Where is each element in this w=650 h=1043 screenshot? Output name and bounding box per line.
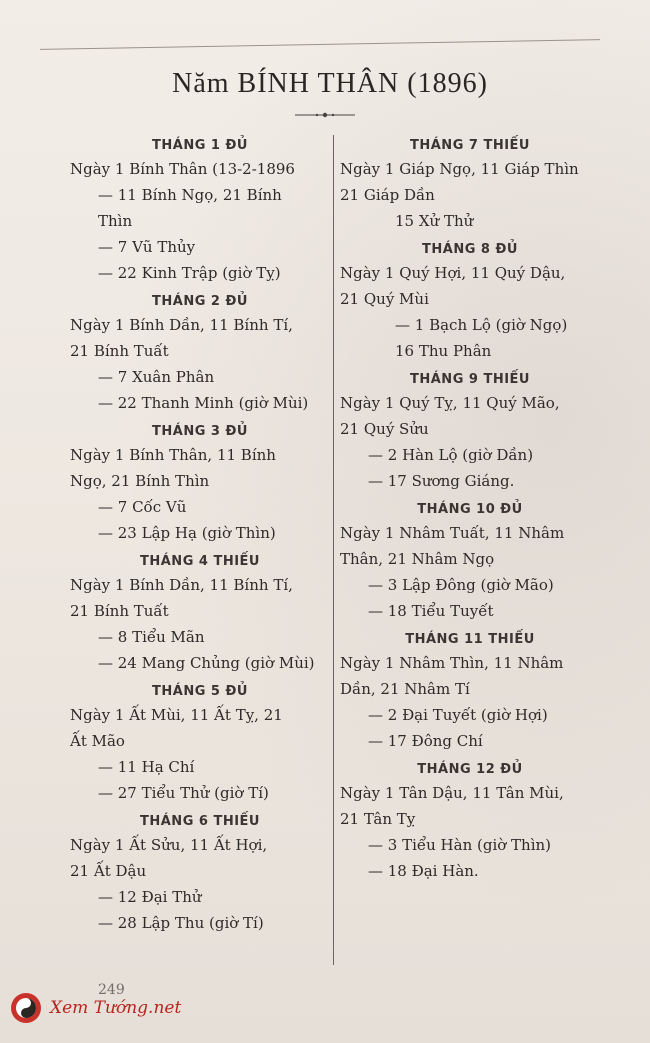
page-title: Năm BÍNH THÂN (1896) bbox=[172, 68, 488, 99]
left-column bbox=[70, 130, 330, 936]
calendar-line: 21 Quý Sửu bbox=[340, 420, 429, 438]
month-header: THÁNG 6 THIẾU bbox=[140, 814, 260, 829]
calendar-line: — 17 Sương Giáng. bbox=[368, 472, 515, 490]
month-header: THÁNG 5 ĐỦ bbox=[152, 684, 248, 699]
column-divider bbox=[333, 135, 334, 965]
yin-yang-icon bbox=[10, 992, 42, 1024]
month-header: THÁNG 2 ĐỦ bbox=[152, 294, 248, 309]
calendar-line: — 7 Cốc Vũ bbox=[98, 498, 187, 516]
month-header: THÁNG 4 THIẾU bbox=[140, 554, 260, 569]
calendar-line: Ất Mão bbox=[70, 732, 125, 750]
calendar-line: 21 Tân Tỵ bbox=[340, 810, 416, 828]
calendar-line: — 2 Đại Tuyết (giờ Hợi) bbox=[368, 706, 548, 724]
calendar-line: Ngày 1 Ất Sửu, 11 Ất Hợi, bbox=[70, 836, 268, 854]
calendar-line: — 12 Đại Thử bbox=[98, 888, 202, 906]
calendar-line: Ngày 1 Bính Thân (13-2-1896 bbox=[70, 160, 295, 178]
calendar-line: 15 Xử Thử bbox=[395, 212, 474, 230]
calendar-line: — 22 Thanh Minh (giờ Mùi) bbox=[98, 394, 309, 412]
calendar-line: — 3 Tiểu Hàn (giờ Thìn) bbox=[368, 836, 552, 854]
month-header: THÁNG 12 ĐỦ bbox=[417, 762, 523, 777]
calendar-line: 21 Bính Tuất bbox=[70, 602, 169, 620]
calendar-line: — 1 Bạch Lộ (giờ Ngọ) bbox=[395, 316, 568, 334]
month-header: THÁNG 1 ĐỦ bbox=[152, 138, 248, 153]
calendar-line: Dần, 21 Nhâm Tí bbox=[340, 680, 470, 698]
calendar-line: Ngày 1 Nhâm Tuất, 11 Nhâm bbox=[340, 524, 565, 542]
month-header: THÁNG 3 ĐỦ bbox=[152, 424, 248, 439]
month-header: THÁNG 8 ĐỦ bbox=[422, 242, 518, 257]
calendar-line: 21 Ất Dậu bbox=[70, 862, 147, 880]
calendar-line: — 27 Tiểu Thử (giờ Tí) bbox=[98, 784, 269, 802]
calendar-line: — 7 Xuân Phân bbox=[98, 368, 215, 386]
calendar-line: — 24 Mang Chủng (giờ Mùi) bbox=[98, 654, 315, 672]
calendar-line: Thân, 21 Nhâm Ngọ bbox=[340, 550, 495, 568]
calendar-line: — 23 Lập Hạ (giờ Thìn) bbox=[98, 524, 276, 542]
calendar-line: Ngày 1 Ất Mùi, 11 Ất Tỵ, 21 bbox=[70, 706, 283, 724]
calendar-line: — 22 Kinh Trập (giờ Tỵ) bbox=[98, 264, 281, 282]
calendar-line: 21 Giáp Dần bbox=[340, 186, 435, 204]
calendar-line: Ngày 1 Bính Thân, 11 Bính bbox=[70, 446, 276, 464]
calendar-line: — 7 Vũ Thủy bbox=[98, 238, 196, 256]
calendar-line: — 28 Lập Thu (giờ Tí) bbox=[98, 914, 264, 932]
top-rule bbox=[40, 39, 600, 50]
month-header: THÁNG 9 THIẾU bbox=[410, 372, 530, 387]
calendar-line: — 17 Đông Chí bbox=[368, 732, 483, 750]
calendar-line: Ngày 1 Quý Hợi, 11 Quý Dậu, bbox=[340, 264, 566, 282]
month-header: THÁNG 11 THIẾU bbox=[405, 632, 535, 647]
calendar-line: Ngày 1 Tân Dậu, 11 Tân Mùi, bbox=[340, 784, 564, 802]
calendar-line: 21 Quý Mùi bbox=[340, 290, 429, 308]
calendar-line: — 3 Lập Đông (giờ Mão) bbox=[368, 576, 554, 594]
calendar-line: — 18 Tiểu Tuyết bbox=[368, 602, 494, 620]
month-header: THÁNG 7 THIẾU bbox=[410, 138, 530, 153]
calendar-line: Ngày 1 Quý Tỵ, 11 Quý Mão, bbox=[340, 394, 560, 412]
calendar-line: 16 Thu Phân bbox=[395, 342, 492, 360]
calendar-line: — 11 Bính Ngọ, 21 Bính bbox=[98, 186, 282, 204]
calendar-line: — 18 Đại Hàn. bbox=[368, 862, 479, 880]
calendar-line: Ngọ, 21 Bính Thìn bbox=[70, 472, 210, 490]
watermark-text: Xem Tướng.net bbox=[50, 998, 182, 1018]
calendar-line: — 2 Hàn Lộ (giờ Dần) bbox=[368, 446, 534, 464]
watermark bbox=[8, 990, 208, 1030]
calendar-line: Ngày 1 Bính Dần, 11 Bính Tí, bbox=[70, 576, 293, 594]
calendar-line: — 8 Tiểu Mãn bbox=[98, 628, 205, 646]
right-column bbox=[340, 130, 600, 884]
calendar-line: Ngày 1 Nhâm Thìn, 11 Nhâm bbox=[340, 654, 564, 672]
calendar-line: Ngày 1 Bính Dần, 11 Bính Tí, bbox=[70, 316, 293, 334]
title-ornament-icon bbox=[295, 112, 355, 118]
calendar-line: — 11 Hạ Chí bbox=[98, 758, 195, 776]
page-number: 249 bbox=[98, 982, 125, 998]
calendar-line: Ngày 1 Giáp Ngọ, 11 Giáp Thìn bbox=[340, 160, 579, 178]
month-header: THÁNG 10 ĐỦ bbox=[417, 502, 523, 517]
calendar-line: 21 Bính Tuất bbox=[70, 342, 169, 360]
calendar-line: Thìn bbox=[98, 212, 133, 230]
